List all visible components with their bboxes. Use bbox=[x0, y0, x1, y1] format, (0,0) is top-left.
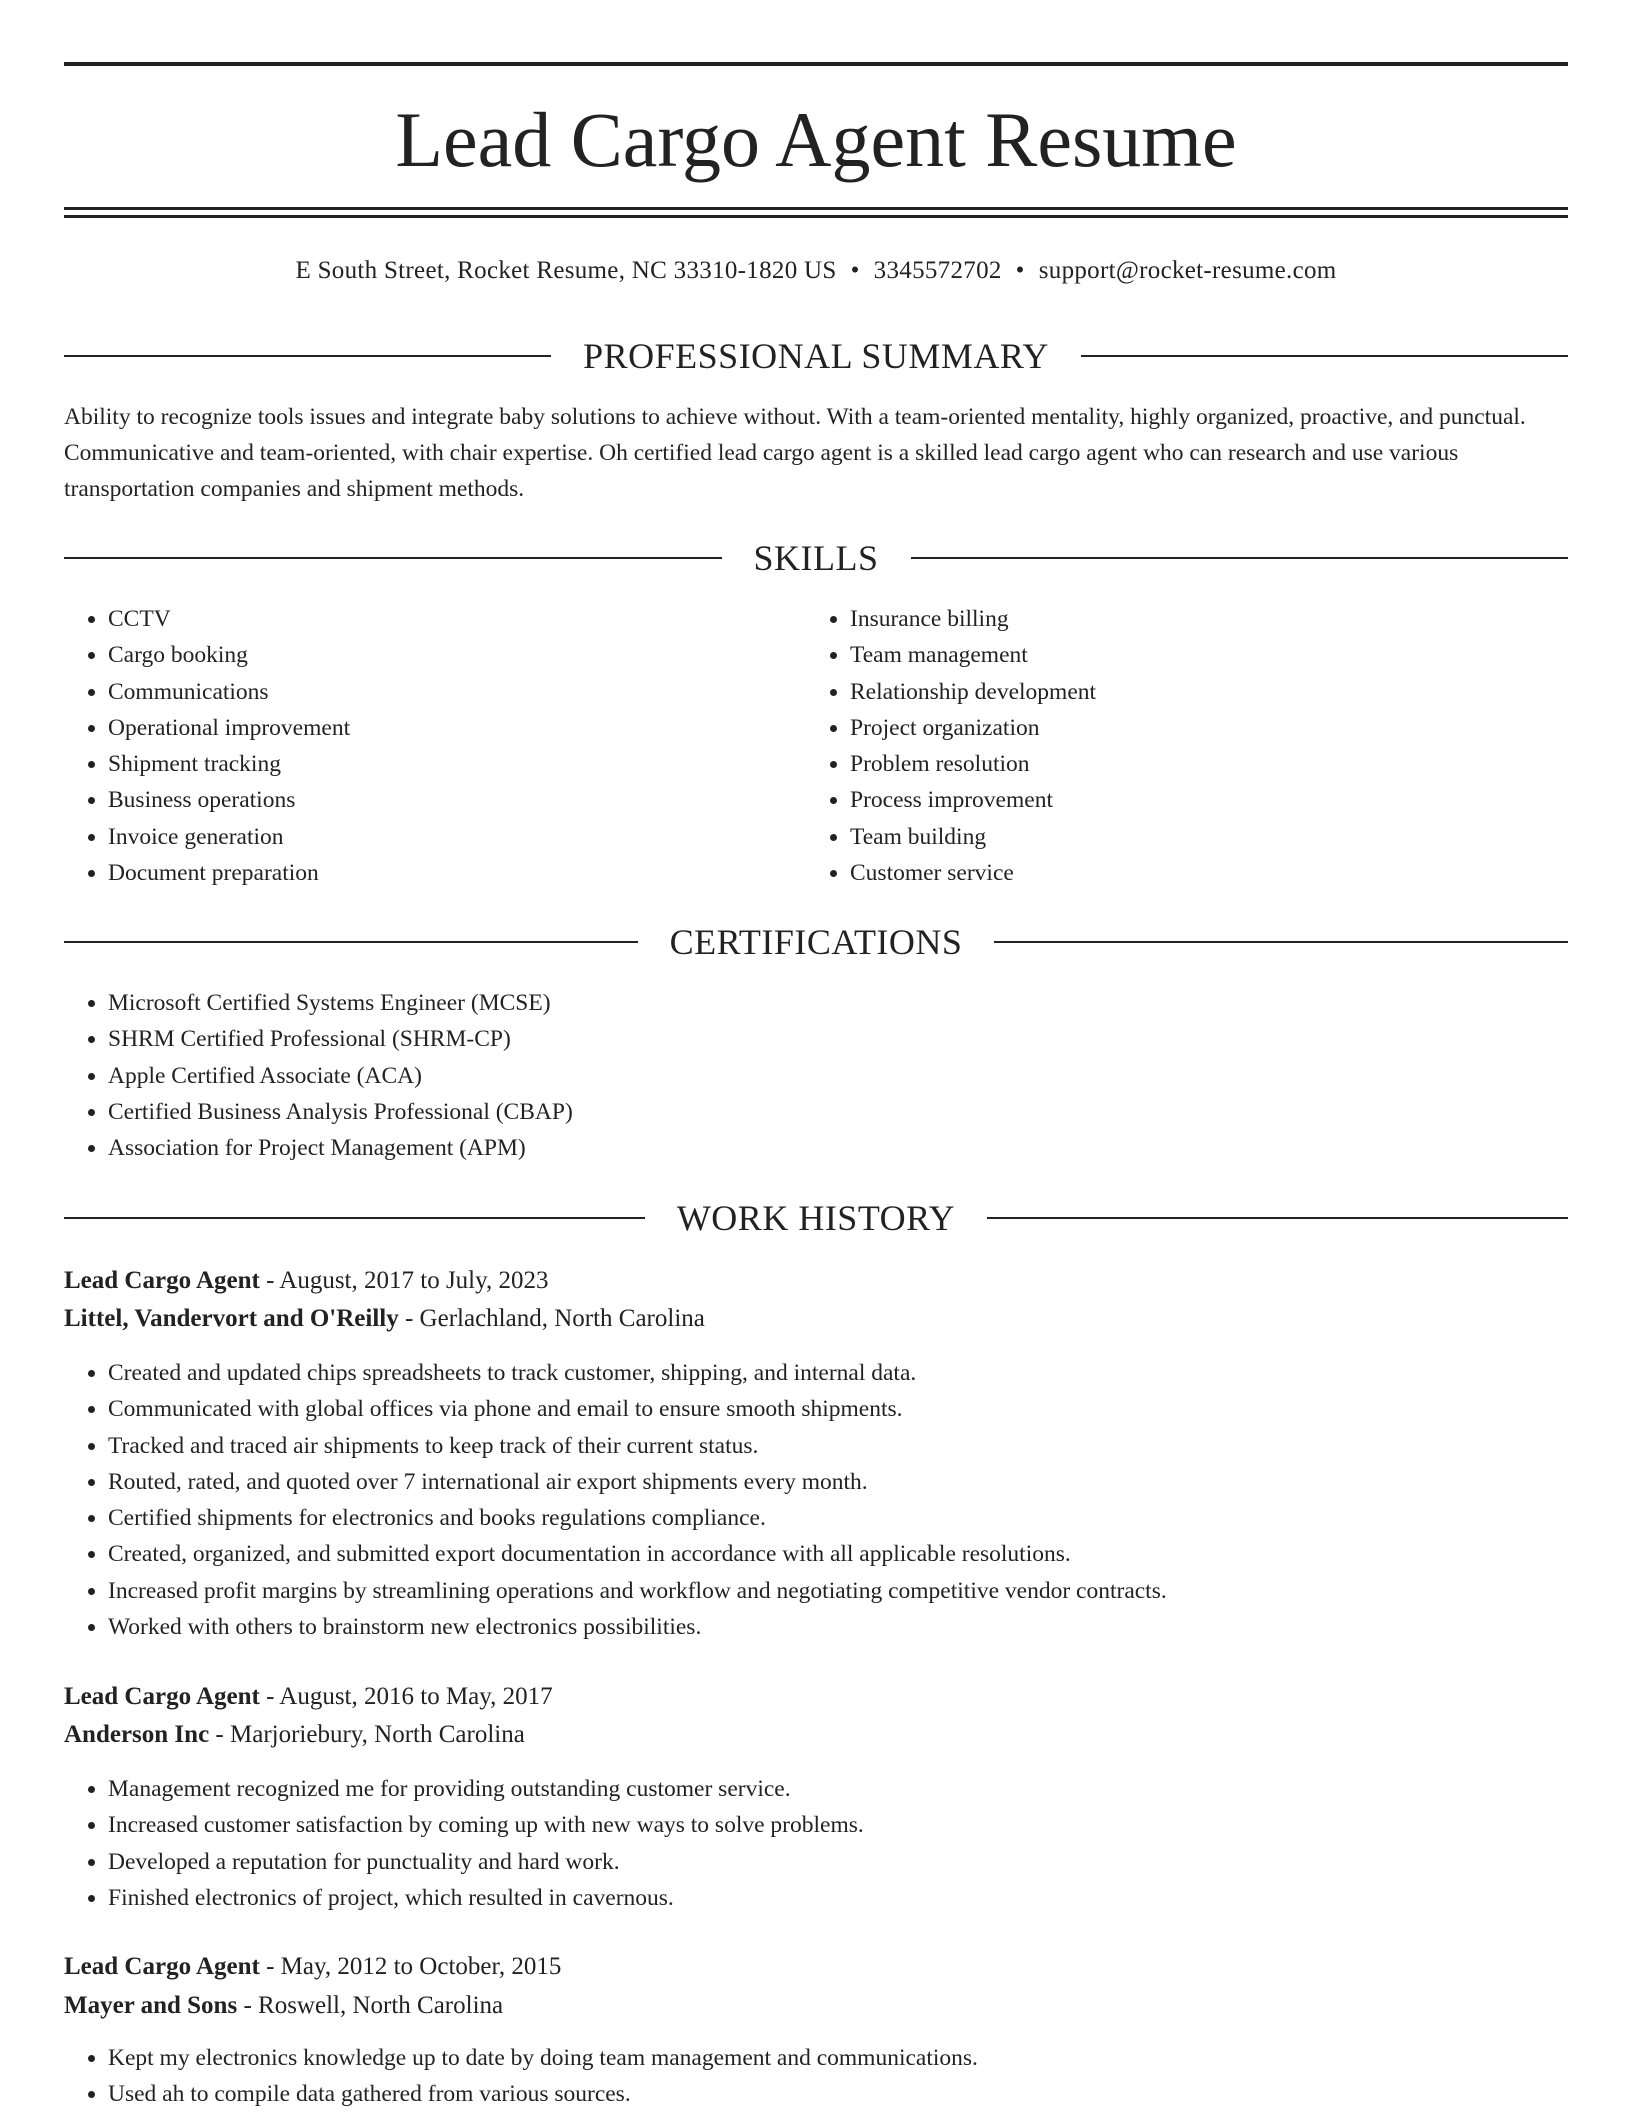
skill-item: • Communications bbox=[108, 674, 808, 710]
section-header-summary bbox=[64, 334, 1568, 378]
skills-list-right bbox=[806, 601, 1550, 891]
certifications-list bbox=[64, 985, 1508, 1166]
divider-line bbox=[64, 557, 722, 559]
job-duty-item: • Used ah to compile data gathered from various sources. bbox=[108, 2076, 1568, 2112]
contact-email[interactable]: support@rocket-resume.com bbox=[1038, 257, 1337, 284]
skill-item: • Business operations bbox=[108, 782, 808, 818]
job-duty-item: • Routed, rated, and quoted over 7 international air export shipments every month. bbox=[108, 1464, 1568, 1500]
job-dates: - May, 2012 to October, 2015 bbox=[259, 1953, 562, 1980]
job-title-line bbox=[64, 1949, 1568, 1985]
job-company: Littel, Vandervort and O'Reilly bbox=[64, 1305, 399, 1332]
job-company-line bbox=[64, 1717, 1568, 1753]
job-duty-item: • Certified shipments for electronics and books regulations compliance. bbox=[108, 1500, 1568, 1536]
job-title-line bbox=[64, 1263, 1568, 1299]
header-double-rule-lower bbox=[64, 215, 1568, 218]
summary-text: Ability to recognize tools issues and integrate baby solutions to achieve without. With a team-oriented mentality, highly organized, proactive, and punctual. Communicative and team-oriented, with chair expertise. Oh certified lead cargo agent is a skilled lead cargo agent who can research and use various transportation companies and shipment methods. bbox=[64, 404, 1526, 502]
contact-address: E South Street, Rocket Resume, NC 33310-1820 US bbox=[295, 257, 837, 284]
job-role: Lead Cargo Agent bbox=[64, 1953, 260, 1980]
skill-item: • Invoice generation bbox=[108, 819, 808, 855]
header-double-rule-upper bbox=[64, 207, 1568, 210]
divider-line bbox=[64, 355, 551, 357]
job-duty-item: • Tracked and traced air shipments to keep track of their current status. bbox=[108, 1428, 1568, 1464]
certification-item: • Association for Project Management (APM) bbox=[108, 1130, 1508, 1166]
skill-item: • Insurance billing bbox=[850, 601, 1550, 637]
skills-list-left bbox=[64, 601, 808, 891]
job-dates: - August, 2017 to July, 2023 bbox=[259, 1267, 549, 1294]
job-duty-item: • Communicated with global offices via phone and email to ensure smooth shipments. bbox=[108, 1391, 1568, 1427]
job-company: Mayer and Sons bbox=[64, 1992, 238, 2019]
contact-separator: • bbox=[1015, 257, 1025, 284]
section-header-work-history bbox=[64, 1196, 1568, 1240]
job-company: Anderson Inc bbox=[64, 1721, 210, 1748]
job-duties-list bbox=[64, 2040, 1568, 2113]
job-location: - Roswell, North Carolina bbox=[237, 1992, 504, 2019]
job-role: Lead Cargo Agent bbox=[64, 1683, 260, 1710]
skill-item: • Document preparation bbox=[108, 855, 808, 891]
job-duty-item: • Worked with others to brainstorm new electronics possibilities. bbox=[108, 1609, 1568, 1645]
divider-line bbox=[911, 557, 1569, 559]
job-duty-item: • Developed a reputation for punctuality and hard work. bbox=[108, 1844, 1568, 1880]
section-header-certifications bbox=[64, 920, 1568, 964]
job-dates: - August, 2016 to May, 2017 bbox=[259, 1683, 553, 1710]
job-duty-item: • Management recognized me for providing outstanding customer service. bbox=[108, 1771, 1568, 1807]
contact-line bbox=[64, 254, 1568, 288]
divider-line bbox=[1081, 355, 1568, 357]
job-duties-list bbox=[64, 1355, 1568, 1645]
skill-item: • Cargo booking bbox=[108, 637, 808, 673]
divider-line bbox=[987, 1217, 1568, 1219]
section-title-certifications: CERTIFICATIONS bbox=[669, 922, 963, 962]
job-duty-item: • Finished electronics of project, which resulted in cavernous. bbox=[108, 1880, 1568, 1916]
certification-item: • Apple Certified Associate (ACA) bbox=[108, 1058, 1508, 1094]
section-title-summary: PROFESSIONAL SUMMARY bbox=[583, 336, 1049, 376]
skill-item: • Problem resolution bbox=[850, 746, 1550, 782]
skill-item: • Operational improvement bbox=[108, 710, 808, 746]
skill-item: • Relationship development bbox=[850, 674, 1550, 710]
certification-item: • Microsoft Certified Systems Engineer (MCSE) bbox=[108, 985, 1508, 1021]
job-duty-item: • Increased customer satisfaction by coming up with new ways to solve problems. bbox=[108, 1807, 1568, 1843]
job-duty-item: • Created and updated chips spreadsheets to track customer, shipping, and internal data. bbox=[108, 1355, 1568, 1391]
certification-item: • Certified Business Analysis Professional (CBAP) bbox=[108, 1094, 1508, 1130]
skill-item: • Customer service bbox=[850, 855, 1550, 891]
skill-item: • Team building bbox=[850, 819, 1550, 855]
job-location: - Marjoriebury, North Carolina bbox=[209, 1721, 525, 1748]
divider-line bbox=[64, 1217, 645, 1219]
job-role: Lead Cargo Agent bbox=[64, 1267, 260, 1294]
job-company-line bbox=[64, 1301, 1568, 1337]
skill-item: • Process improvement bbox=[850, 782, 1550, 818]
section-title-work-history: WORK HISTORY bbox=[676, 1198, 956, 1238]
contact-phone: 3345572702 bbox=[873, 257, 1002, 284]
contact-separator: • bbox=[850, 257, 860, 284]
skill-item: • Shipment tracking bbox=[108, 746, 808, 782]
divider-line bbox=[994, 941, 1568, 943]
skill-item: • Project organization bbox=[850, 710, 1550, 746]
job-duty-item: • Increased profit margins by streamlining operations and workflow and negotiating competitive vendor contracts. bbox=[108, 1573, 1568, 1609]
job-title-line bbox=[64, 1679, 1568, 1715]
job-company-line bbox=[64, 1988, 1568, 2024]
job-duty-item: • Created, organized, and submitted export documentation in accordance with all applicable resolutions. bbox=[108, 1536, 1568, 1572]
job-duty-item: • Kept my electronics knowledge up to date by doing team management and communications. bbox=[108, 2040, 1568, 2076]
job-duties-list bbox=[64, 1771, 1568, 1916]
divider-line bbox=[64, 941, 638, 943]
section-header-skills bbox=[64, 536, 1568, 580]
certification-item: • SHRM Certified Professional (SHRM-CP) bbox=[108, 1021, 1508, 1057]
section-title-skills: SKILLS bbox=[753, 538, 879, 578]
job-location: - Gerlachland, North Carolina bbox=[398, 1305, 705, 1332]
skill-item: • Team management bbox=[850, 637, 1550, 673]
page-title: Lead Cargo Agent Resume bbox=[395, 96, 1237, 183]
header-top-rule bbox=[64, 62, 1568, 66]
skill-item: • CCTV bbox=[108, 601, 808, 637]
